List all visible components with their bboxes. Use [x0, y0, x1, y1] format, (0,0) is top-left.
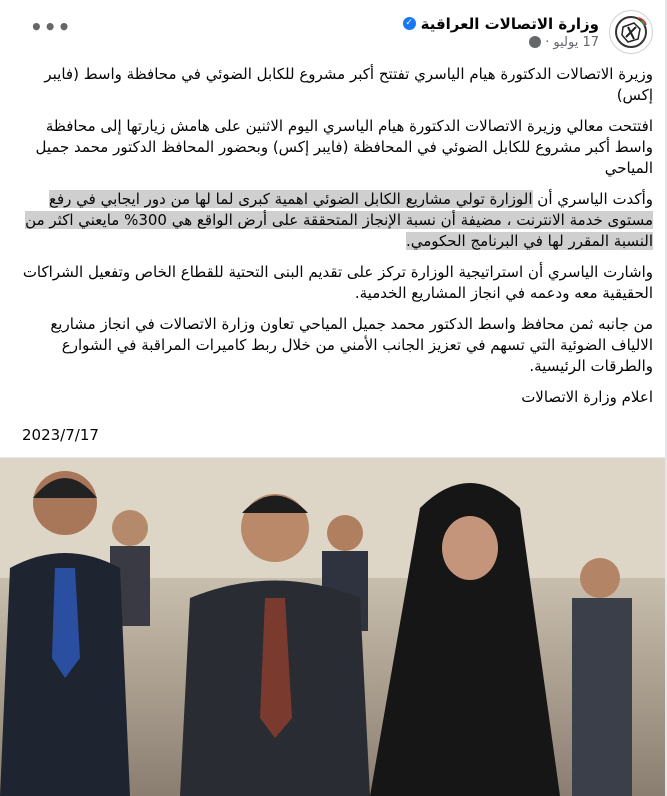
- paragraph-highlighted: [16, 189, 653, 252]
- ministry-logo-icon: [614, 15, 648, 49]
- globe-icon: [529, 36, 541, 48]
- paragraph: من جانبه ثمن محافظ واسط الدكتور محمد جميل المياحي تعاون وزارة الاتصالات في انجاز مشاريع الالياف الضوئية التي تسهم في تعزيز الجانب الأمني من خلال ربط كاميرات المراقبة في الشوارع والطرقات الرئيسية.: [50, 315, 653, 375]
- paragraph-title: وزيرة الاتصالات الدكتورة هيام الياسري تفتتح أكبر مشروع للكابل الضوئي في محافظة واسط (فايبر إكس): [44, 65, 653, 104]
- paragraph: واشارت الياسري أن استراتيجية الوزارة تركز على تقديم البنى التحتية للقطاع الخاص وتفعيل الشراكات الحقيقية معه ودعمه في انجاز المشاريع الخدمية.: [22, 263, 653, 302]
- highlighted-text: الوزارة تولي مشاريع الكابل الضوئي اهمية كبرى لما لها من دور ايجابي في رفع مستوى خدمة الانترنت ، مضيفة أن نسبة الإنجاز المتحققة على أرض الواقع هي 300% مايعني اكثر من النسبة المقرر لها في البرنامج الحكومي.: [25, 190, 653, 250]
- footer-date: 2023/7/17: [22, 426, 99, 444]
- page-name[interactable]: وزارة الاتصالات العراقية: [420, 14, 599, 33]
- more-options-button[interactable]: •••: [30, 15, 72, 39]
- paragraph-signature: اعلام وزارة الاتصالات: [521, 388, 653, 406]
- paragraph-text: وأكدت الياسري أن: [532, 190, 653, 208]
- post-header: [12, 8, 653, 56]
- verified-badge-icon: ✓: [403, 17, 416, 30]
- separator: ·: [545, 34, 550, 50]
- post-text: [16, 64, 653, 418]
- page-avatar[interactable]: [609, 10, 653, 54]
- photo-people-illustration: [0, 458, 665, 796]
- post-photo[interactable]: [0, 458, 665, 796]
- paragraph: افتتحت معالي وزيرة الاتصالات الدكتورة هيام الياسري اليوم الاثنين على هامش زيارتها إلى محافظة واسط أكبر مشروع للكابل الضوئي في المحافظة (فايبر إكس) وبحضور المحافظ الدكتور محمد جميل المياحي: [35, 117, 653, 177]
- post-date[interactable]: 17 يوليو: [553, 34, 599, 50]
